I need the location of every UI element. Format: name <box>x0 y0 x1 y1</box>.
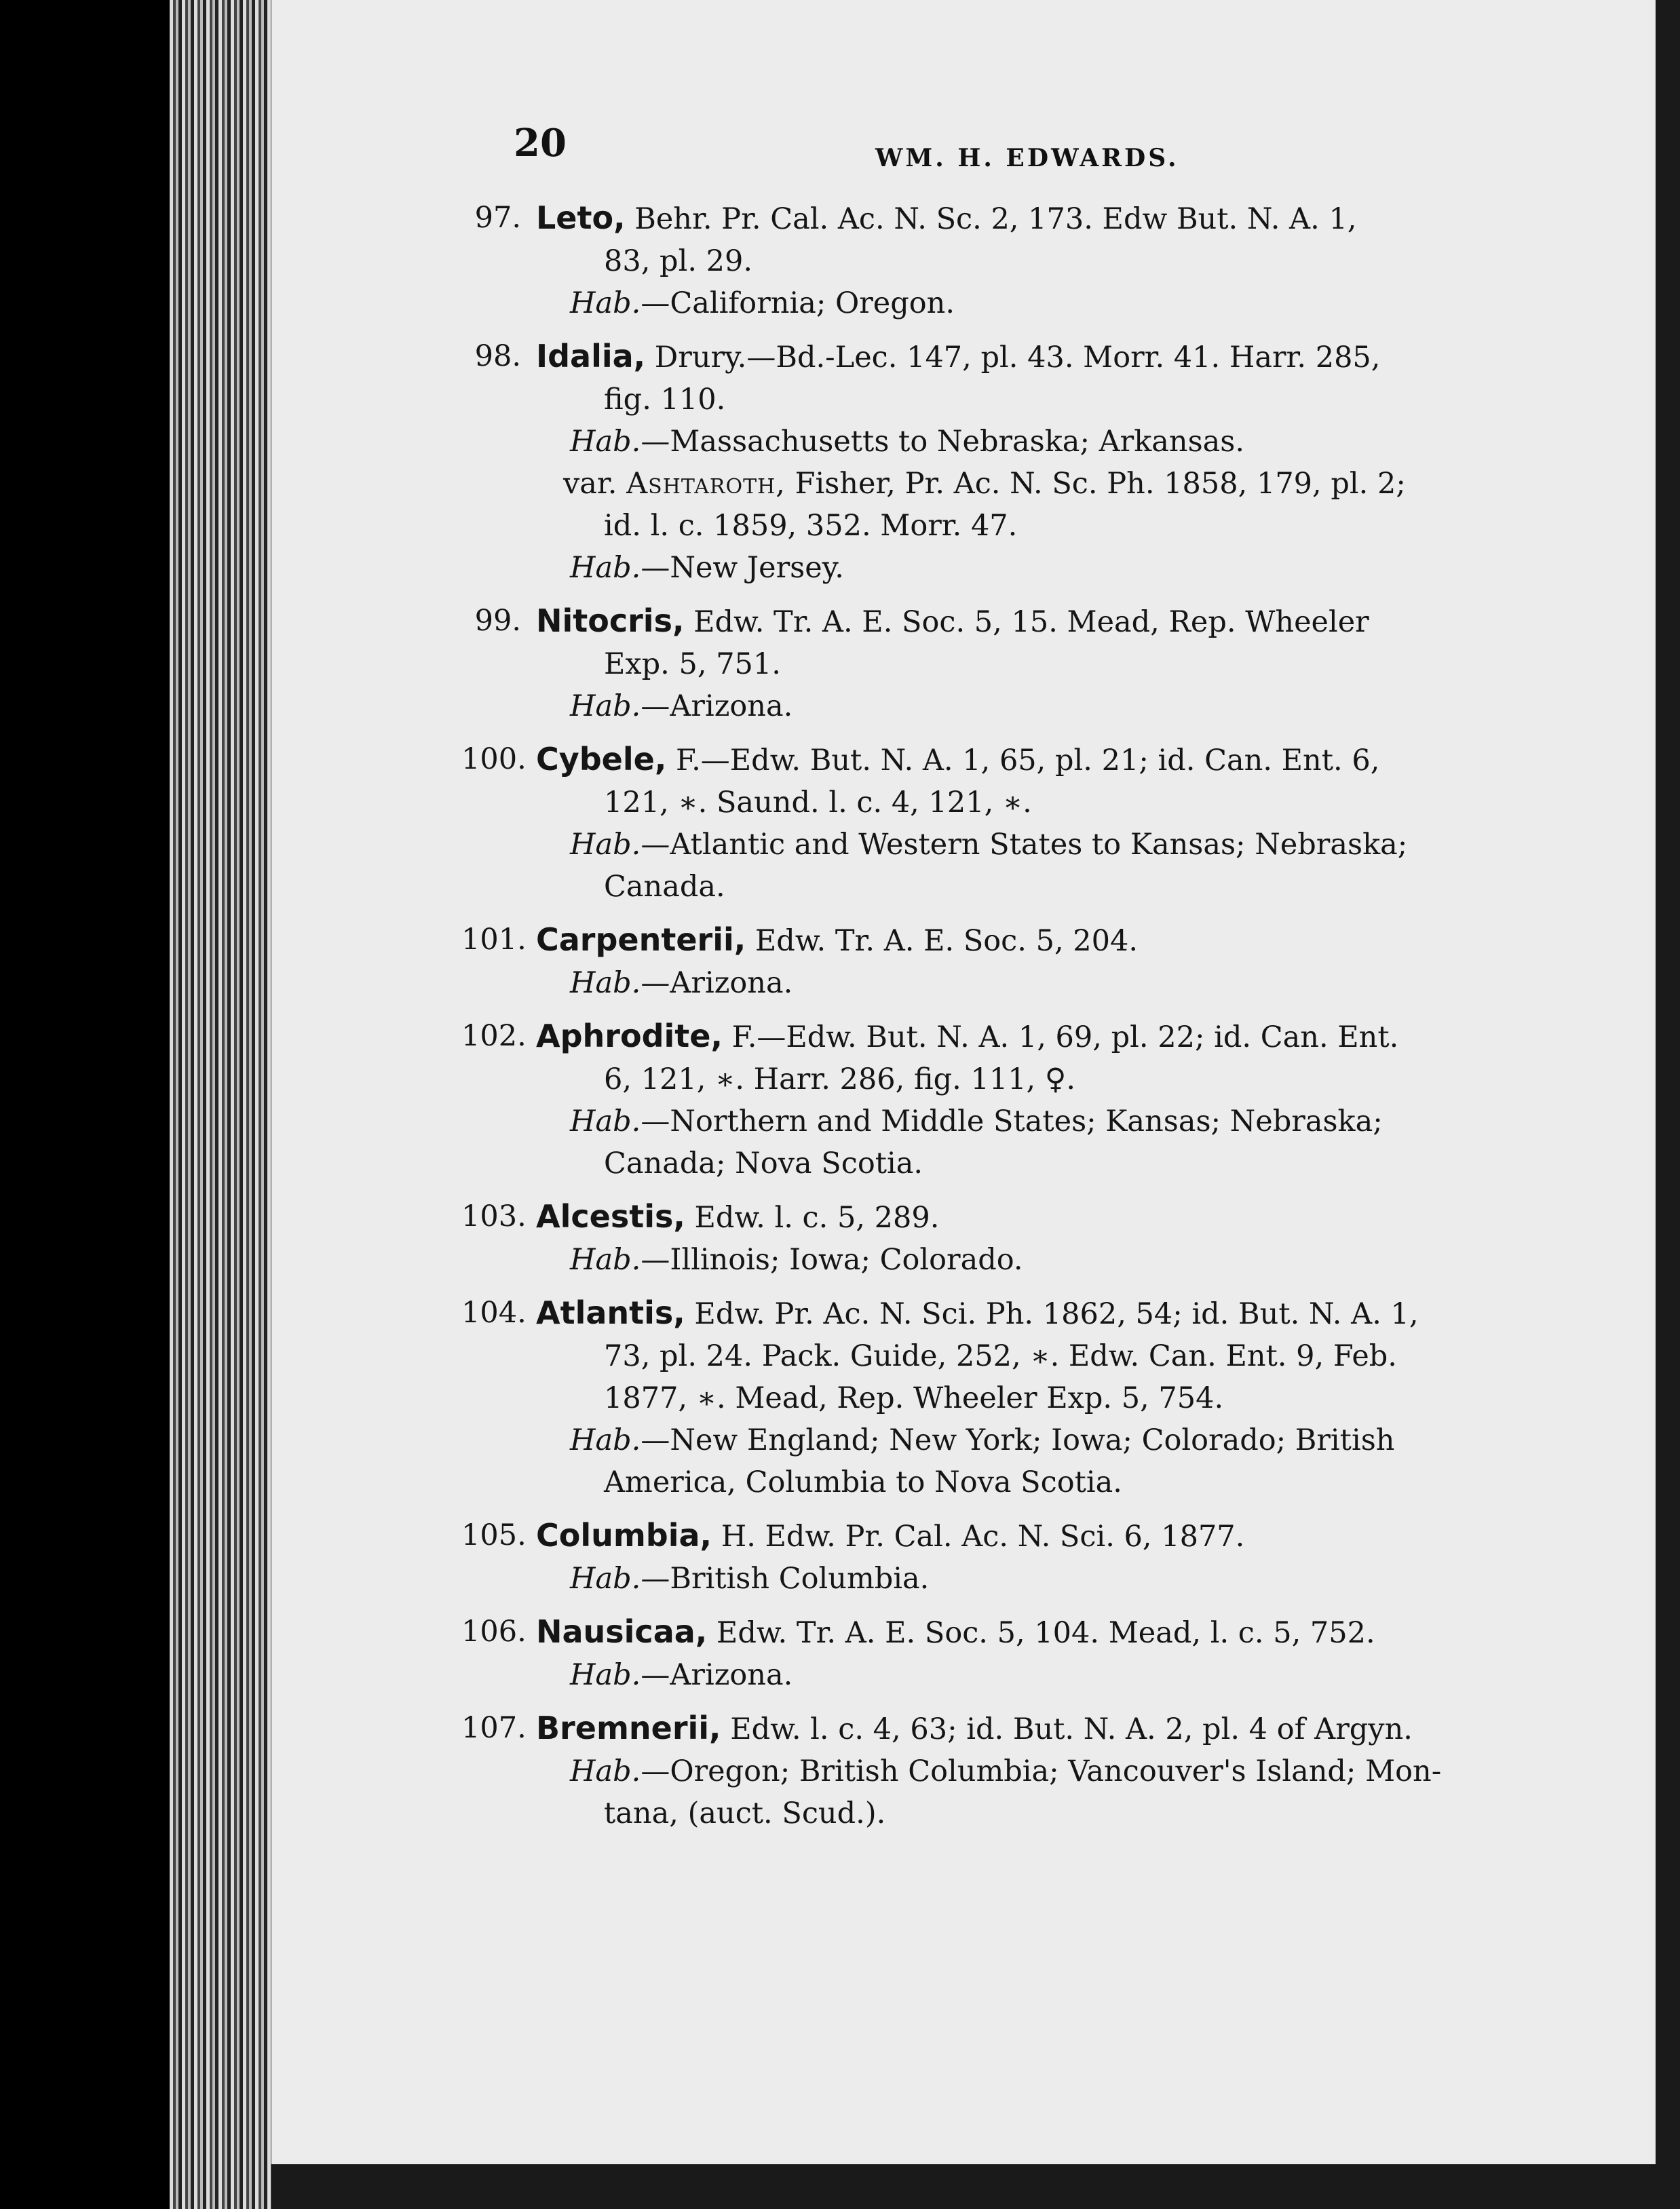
species-list <box>461 197 1466 1845</box>
species-entry <box>461 1195 1466 1281</box>
species-name: Nitocris, <box>536 602 685 639</box>
reference-continuation: 73, pl. 24. Pack. Guide, 252, ∗. Edw. Can. Ent. 9, Feb. <box>604 1339 1397 1373</box>
species-name: Leto, <box>536 199 626 236</box>
habitat-label: Hab. <box>570 1423 641 1457</box>
habitat-label: Hab. <box>570 1754 641 1788</box>
habitat-continuation: tana, (auct. Scud.). <box>604 1797 886 1830</box>
habitat-text: —Northern and Middle States; Kansas; Nebraska; <box>641 1104 1383 1138</box>
habitat-text: —Illinois; Iowa; Colorado. <box>641 1243 1023 1277</box>
species-reference: Edw. Tr. A. E. Soc. 5, 104. Mead, l. c. 5, 752. <box>707 1616 1375 1650</box>
entry-title-line <box>536 1514 1466 1558</box>
entry-number: 105. <box>461 1518 527 1552</box>
entry-number: 103. <box>461 1199 527 1233</box>
habitat-line <box>570 1750 1466 1792</box>
habitat-text: —New Jersey. <box>641 551 844 585</box>
habitat-line <box>570 685 1466 727</box>
species-reference: Edw. l. c. 5, 289. <box>685 1201 940 1235</box>
entry-number: 104. <box>461 1296 527 1330</box>
species-reference: F.—Edw. But. N. A. 1, 69, pl. 22; id. Can. Ent. <box>722 1020 1399 1054</box>
species-entry <box>475 197 1466 324</box>
species-name: Idalia, <box>536 338 646 374</box>
species-name: Alcestis, <box>536 1198 685 1235</box>
variety-line <box>563 463 1466 505</box>
species-entry <box>461 1015 1466 1185</box>
habitat-line <box>570 421 1466 463</box>
habitat-line <box>570 824 1466 866</box>
variety-name: Ashtaroth, <box>626 467 786 501</box>
habitat-text: —California; Oregon. <box>641 286 955 320</box>
habitat-text: —Atlantic and Western States to Kansas; Nebraska; <box>641 828 1408 862</box>
entry-title-line <box>536 1611 1466 1654</box>
entry-title-line <box>536 197 1466 240</box>
habitat-label: Hab. <box>570 966 641 1000</box>
variety-reference: Fisher, Pr. Ac. N. Sc. Ph. 1858, 179, pl. 2; <box>785 467 1406 501</box>
reference-continuation: 83, pl. 29. <box>604 244 753 278</box>
species-name: Bremnerii, <box>536 1710 721 1746</box>
habitat-text: —Arizona. <box>641 1658 793 1692</box>
habitat-continuation: Canada. <box>604 870 725 904</box>
species-reference: Drury.—Bd.-Lec. 147, pl. 43. Morr. 41. Harr. 285, <box>645 341 1381 374</box>
habitat-text: —New England; New York; Iowa; Colorado; British <box>641 1423 1395 1457</box>
entry-number: 97. <box>474 201 521 235</box>
reference-continuation: 1877, ∗. Mead, Rep. Wheeler Exp. 5, 754. <box>604 1381 1224 1415</box>
variety-prefix: var. <box>563 467 627 501</box>
reference-continuation: Exp. 5, 751. <box>604 647 781 681</box>
entry-number: 107. <box>461 1711 527 1745</box>
habitat-line <box>570 282 1466 324</box>
habitat-label: Hab. <box>570 1562 641 1596</box>
species-reference: F.—Edw. But. N. A. 1, 65, pl. 21; id. Can. Ent. 6, <box>666 744 1380 777</box>
habitat-line <box>570 1419 1466 1461</box>
habitat-label: Hab. <box>570 425 641 459</box>
species-name: Cybele, <box>536 741 667 777</box>
species-name: Aphrodite, <box>536 1018 723 1054</box>
habitat-label: Hab. <box>570 286 641 320</box>
entry-number: 101. <box>461 923 527 957</box>
entry-number: 106. <box>461 1615 527 1649</box>
reference-continuation: 6, 121, ∗. Harr. 286, fig. 111, ♀. <box>604 1062 1075 1096</box>
species-reference: Edw. Tr. A. E. Soc. 5, 15. Mead, Rep. Wheeler <box>684 605 1369 639</box>
species-reference: Edw. Pr. Ac. N. Sci. Ph. 1862, 54; id. But. N. A. 1, <box>685 1297 1419 1331</box>
species-entry <box>461 1292 1466 1503</box>
entry-number: 100. <box>461 742 527 776</box>
habitat-label: Hab. <box>570 551 641 585</box>
entry-title-line <box>536 738 1466 782</box>
entry-title-line <box>536 335 1466 379</box>
habitat-line <box>570 962 1466 1004</box>
habitat-label: Hab. <box>570 1658 641 1692</box>
book-spine-edge <box>170 0 271 2209</box>
entry-title-line <box>536 1707 1466 1750</box>
species-reference: Edw. Tr. A. E. Soc. 5, 204. <box>746 924 1139 958</box>
habitat-line <box>570 1239 1466 1281</box>
habitat-label: Hab. <box>570 1243 641 1277</box>
species-entry <box>461 1611 1466 1696</box>
entry-title-line <box>536 1292 1466 1335</box>
habitat-text: —Oregon; British Columbia; Vancouver's Island; Mon- <box>641 1754 1442 1788</box>
entry-number: 99. <box>474 604 521 638</box>
species-entry <box>461 1707 1466 1835</box>
habitat-line <box>570 1100 1466 1142</box>
habitat-continuation: Canada; Nova Scotia. <box>604 1147 923 1180</box>
habitat-label: Hab. <box>570 828 641 862</box>
species-name: Columbia, <box>536 1517 712 1554</box>
habitat-text: —Arizona. <box>641 966 793 1000</box>
species-reference: Edw. l. c. 4, 63; id. But. N. A. 2, pl. 4 of Argyn. <box>721 1712 1413 1746</box>
entry-title-line <box>536 919 1466 962</box>
species-entry <box>461 1514 1466 1600</box>
species-name: Carpenterii, <box>536 921 746 958</box>
entry-title-line <box>536 1195 1466 1239</box>
species-entry <box>461 919 1466 1004</box>
species-entry <box>461 738 1466 908</box>
habitat-line <box>570 1654 1466 1696</box>
reference-continuation: fig. 110. <box>604 383 726 417</box>
variety-reference-continuation: id. l. c. 1859, 352. Morr. 47. <box>604 509 1018 543</box>
page-number: 20 <box>514 121 567 166</box>
species-reference: Behr. Pr. Cal. Ac. N. Sc. 2, 173. Edw But. N. A. 1, <box>625 202 1357 236</box>
habitat-line <box>570 1558 1466 1600</box>
variety-habitat-line <box>570 547 1466 589</box>
habitat-text: —Arizona. <box>641 689 793 723</box>
reference-continuation: 121, ∗. Saund. l. c. 4, 121, ∗. <box>604 786 1032 820</box>
entry-number: 102. <box>461 1019 527 1053</box>
species-entry <box>475 335 1466 589</box>
species-name: Nausicaa, <box>536 1613 708 1650</box>
habitat-text: —British Columbia. <box>641 1562 930 1596</box>
species-name: Atlantis, <box>536 1294 685 1331</box>
habitat-label: Hab. <box>570 689 641 723</box>
species-entry <box>475 600 1466 727</box>
species-reference: H. Edw. Pr. Cal. Ac. N. Sci. 6, 1877. <box>712 1520 1245 1554</box>
habitat-continuation: America, Columbia to Nova Scotia. <box>604 1465 1122 1499</box>
entry-title-line <box>536 1015 1466 1058</box>
entry-number: 98. <box>474 339 521 373</box>
habitat-text: —Massachusetts to Nebraska; Arkansas. <box>641 425 1245 459</box>
entry-title-line <box>536 600 1466 643</box>
habitat-label: Hab. <box>570 1104 641 1138</box>
running-head: WM. H. EDWARDS. <box>875 144 1179 172</box>
